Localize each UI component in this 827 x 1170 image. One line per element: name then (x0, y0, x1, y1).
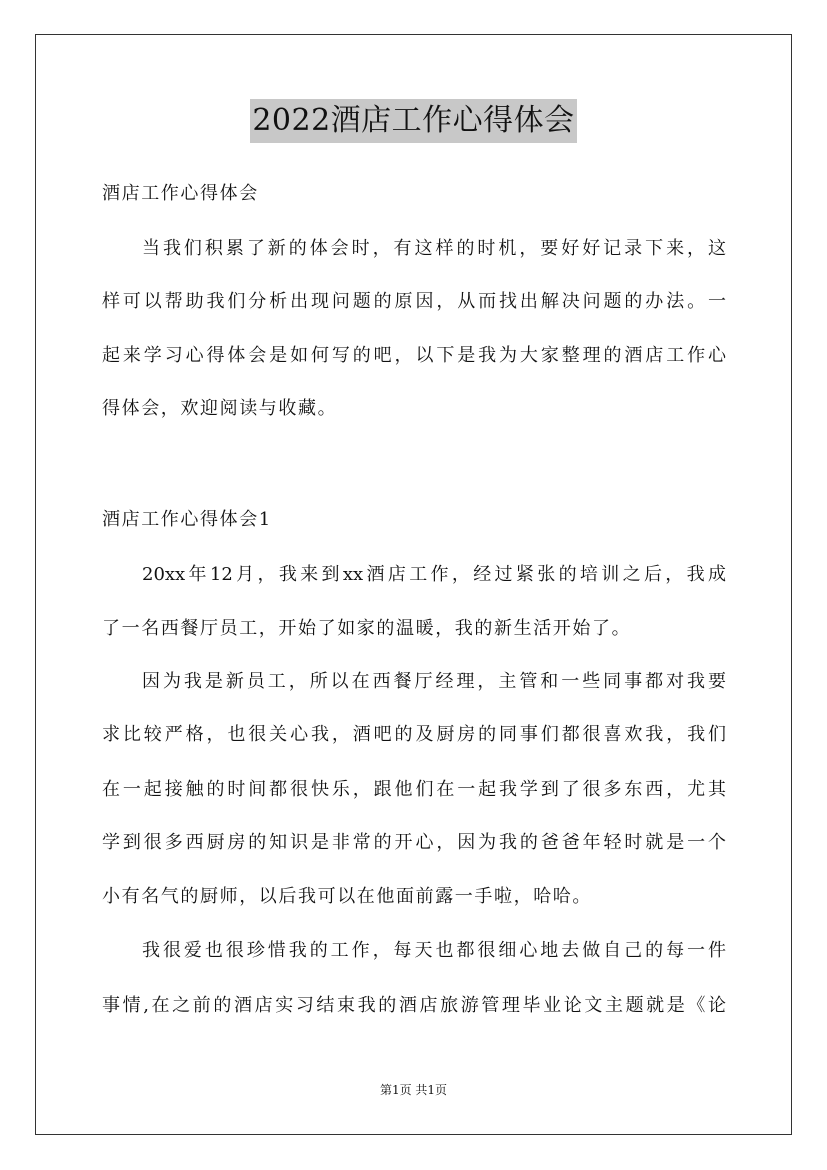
intro-line: 样可以帮助我们分析出现问题的原因，从而找出解决问题的办法。一 (102, 291, 726, 312)
page-number-footer: 第1页 共1页 (379, 1083, 448, 1097)
intro-line: 当我们积累了新的体会时，有这样的时机，要好好记录下来，这 (142, 238, 726, 259)
paragraph-line: 我很爱也很珍惜我的工作，每天也都很细心地去做自己的每一件 (142, 940, 726, 961)
paragraph-line: 求比较严格，也很关心我，酒吧的及厨房的同事们都很喜欢我，我们 (102, 724, 726, 745)
paragraph-line: 20xx年12月，我来到xx酒店工作，经过紧张的培训之后，我成 (142, 564, 726, 585)
document-subtitle: 酒店工作心得体会 (102, 183, 259, 204)
paragraph-line: 了一名西餐厅员工，开始了如家的温暖，我的新生活开始了。 (102, 618, 632, 639)
paragraph-line: 事情,在之前的酒店实习结束我的酒店旅游管理毕业论文主题就是《论 (102, 995, 726, 1016)
paragraph-line: 小有名气的厨师，以后我可以在他面前露一手啦，哈哈。 (102, 886, 592, 907)
document-title: 2022酒店工作心得体会 (0, 99, 827, 143)
intro-line: 起来学习心得体会是如何写的吧，以下是我为大家整理的酒店工作心 (102, 345, 726, 366)
paragraph-line: 学到很多西厨房的知识是非常的开心，因为我的爸爸年轻时就是一个 (102, 832, 726, 853)
paragraph-line: 在一起接触的时间都很快乐，跟他们在一起我学到了很多东西，尤其 (102, 779, 726, 800)
section-heading: 酒店工作心得体会1 (102, 509, 272, 530)
paragraph-line: 因为我是新员工，所以在西餐厅经理，主管和一些同事都对我要 (142, 671, 726, 692)
intro-line: 得体会，欢迎阅读与收藏。 (102, 398, 338, 419)
